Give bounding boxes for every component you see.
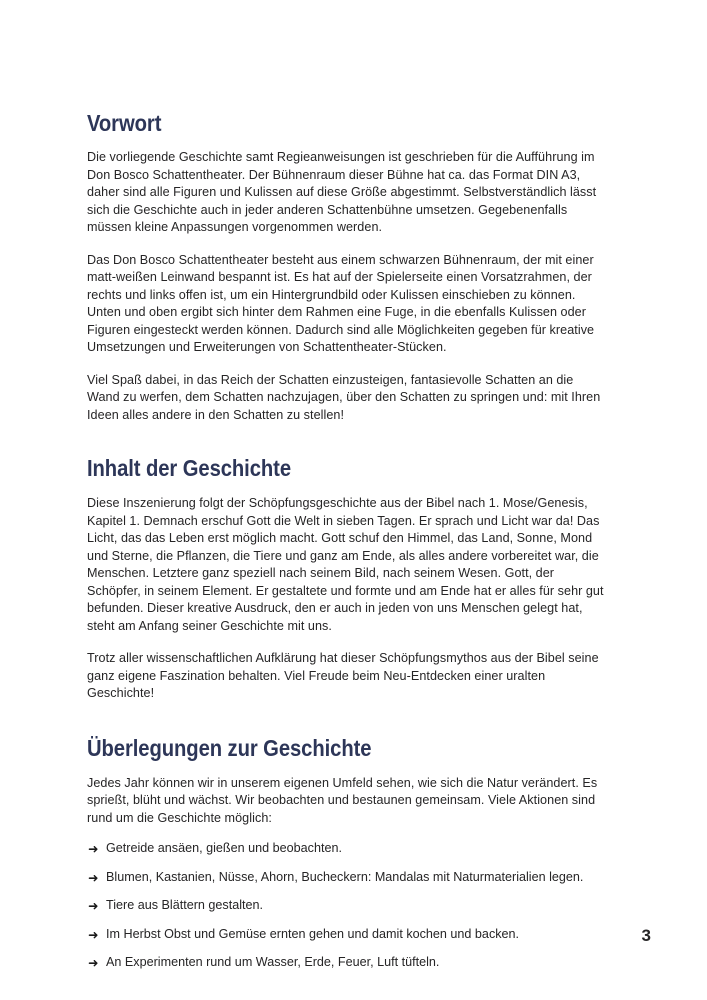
list-item <box>87 954 608 972</box>
list-item-label: Im Herbst Obst und Gemüse ernten gehen und damit kochen und backen. <box>106 926 520 941</box>
arrow-right-icon: ➜ <box>88 841 99 856</box>
section-inhalt-heading-block <box>87 455 608 482</box>
list-item-label: Getreide ansäen, gießen und beobachten. <box>106 841 342 855</box>
arrow-right-icon: ➜ <box>88 926 99 942</box>
list-item <box>87 840 608 858</box>
ueberlegungen-paragraph-1: Jedes Jahr können wir in unserem eigenen Umfeld sehen, wie sich die Natur verändert. Es sprießt, blüht und wächst. Wir beobachten und bestaunen gemeinsam. Viele Aktionen sind rund um die Geschichte möglich: <box>87 775 598 825</box>
list-item <box>87 869 608 887</box>
arrow-right-icon: ➜ <box>88 898 99 913</box>
section-heading-ueberlegungen-zur-geschichte: Überlegungen zur Geschichte <box>87 734 372 761</box>
vorwort-paragraph-3: Viel Spaß dabei, in das Reich der Schatten einzusteigen, fantasievolle Schatten an die Wand zu werfen, dem Schatten nachzujagen, über den Schatten zu springen und: mit Ihren Ideen alles andere in den Schatten zu stellen! <box>87 372 601 422</box>
list-item-label: Tiere aus Blättern gestalten. <box>106 898 264 912</box>
vorwort-paragraph-1: Die vorliegende Geschichte samt Regieanweisungen ist geschrieben für die Aufführung im Don Bosco Schattentheater. Der Bühnenraum dieser Bühne hat ca. das Format DIN A3, daher sind alle Figuren und Kulissen auf diese Größe abgestimmt. Selbstverständlich lässt sich die Geschichte auch in jeder anderen Schattenbühne umsetzen. Gegebenenfalls müssen kleine Anpassungen vorgenommen werden. <box>87 150 597 234</box>
list-item-label: An Experimenten rund um Wasser, Erde, Feuer, Luft tüfteln. <box>106 955 440 969</box>
section-vorwort-heading-block <box>87 110 608 137</box>
vorwort-paragraph-2: Das Don Bosco Schattentheater besteht aus einem schwarzen Bühnenraum, der mit einer matt-weißen Leinwand bespannt ist. Es hat auf der Spielerseite einen Vorsatzrahmen, der rechts und links offen ist, um ein Hintergrundbild oder Kulissen einschieben zu können. Unten und oben ergibt sich hinter dem Rahmen eine Fuge, in die ebenfalls Kulissen oder Figuren eingesteckt werden können. Dadurch sind alle Möglichkeiten gegeben für kreative Umsetzungen und Erweiterungen von Schattentheater-Stücken. <box>87 252 595 354</box>
inhalt-paragraph-1: Diese Inszenierung folgt der Schöpfungsgeschichte aus der Bibel nach 1. Mose/Genesis, Kapitel 1. Demnach erschuf Gott die Welt in sieben Tagen. Er sprach und Licht war da! Das Licht, das das Leben erst möglich macht. Gott schuf den Himmel, das Land, Sonne, Mond und Sterne, die Pflanzen, die Tiere und ganz am Ende, als alles andere vorbereitet war, die Menschen. Letztere ganz speziell nach seinem Bild, nach seinem Wesen. Gott, der Schöpfer, in seinem Element. Er gestaltete und formte und am Ende hat er alles für sehr gut befunden. Dieser kreative Ausdruck, den er auch in jeden von uns Menschen gelegt hat, steht am Anfang seiner Geschichte mit uns. <box>87 496 604 633</box>
list-item <box>87 897 608 915</box>
inhalt-paragraph-2: Trotz aller wissenschaftlichen Aufklärung hat dieser Schöpfungsmythos aus der Bibel seine ganz eigene Faszination behalten. Viel Freude beim Neu-Entdecken einer uralten Geschichte! <box>87 651 599 700</box>
section-ueberlegungen-heading-block <box>87 735 608 762</box>
list-item-label: Blumen, Kastanien, Nüsse, Ahorn, Bucheckern: Mandalas mit Naturmaterialien legen. <box>106 869 584 884</box>
page-content <box>87 110 608 972</box>
arrow-right-icon: ➜ <box>88 955 99 970</box>
arrow-right-icon: ➜ <box>88 869 99 885</box>
section-heading-inhalt-der-geschichte: Inhalt der Geschichte <box>87 455 291 481</box>
page-number: 3 <box>641 926 651 945</box>
action-list <box>87 840 608 972</box>
section-heading-vorwort: Vorwort <box>87 110 162 136</box>
